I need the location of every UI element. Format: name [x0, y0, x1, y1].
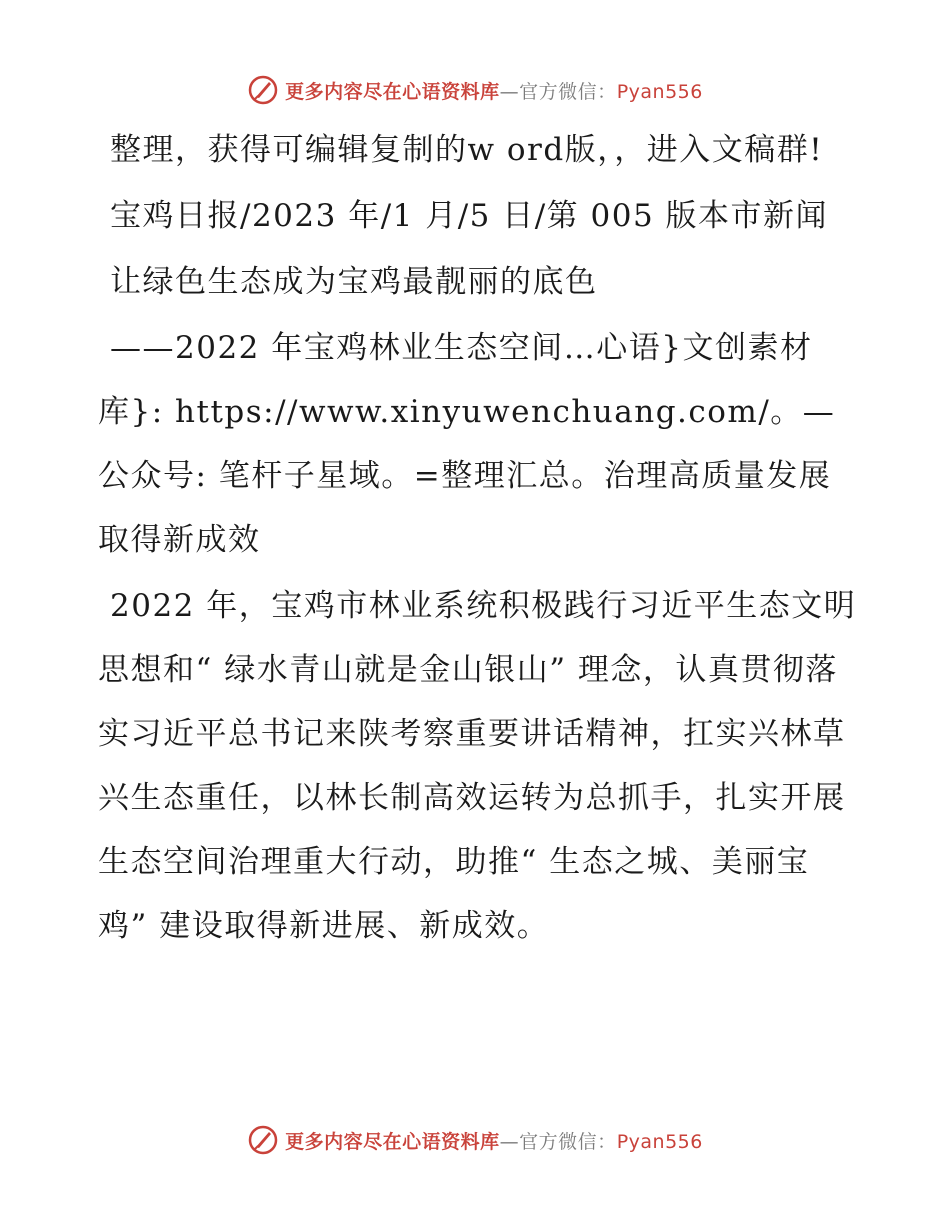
quill-logo-icon [247, 1124, 279, 1156]
source-line: 宝鸡日报/2023 年/1 月/5 日/第 005 版本市新闻 [110, 198, 829, 234]
quill-logo-icon [247, 74, 279, 106]
header-watermark [0, 70, 950, 110]
article-title: 让绿色生态成为宝鸡最靓丽的底色 [110, 264, 598, 300]
article-subtitle: ——2022 年宝鸡林业生态空间…心语}文创素材库}: https://www.xinyuwenchuang.com/。—公众号: 笔杆子星域。=整理汇总。治理高质量发展取得新成效 [98, 330, 836, 558]
document-body [98, 118, 858, 960]
watermark-text: 更多内容尽在心语资料库—官方微信：Pyan556 [285, 80, 703, 103]
watermark-text: 更多内容尽在心语资料库—官方微信：Pyan556 [285, 1130, 703, 1153]
body-paragraph: 2022 年，宝鸡市林业系统积极践行习近平生态文明思想和“ 绿水青山就是金山银山” 理念，认真贯彻落实习近平总书记来陕考察重要讲话精神，扛实兴林草兴生态重任，以林长制高效运转为总抓手，扎实开展生态空间治理重大行动，助推“ 生态之城、美丽宝鸡” 建设取得新进展、新成效。 [98, 588, 857, 944]
footer-watermark [0, 1120, 950, 1160]
intro-paragraph: 整理，获得可编辑复制的w ord版，，进入文稿群! [110, 132, 824, 168]
